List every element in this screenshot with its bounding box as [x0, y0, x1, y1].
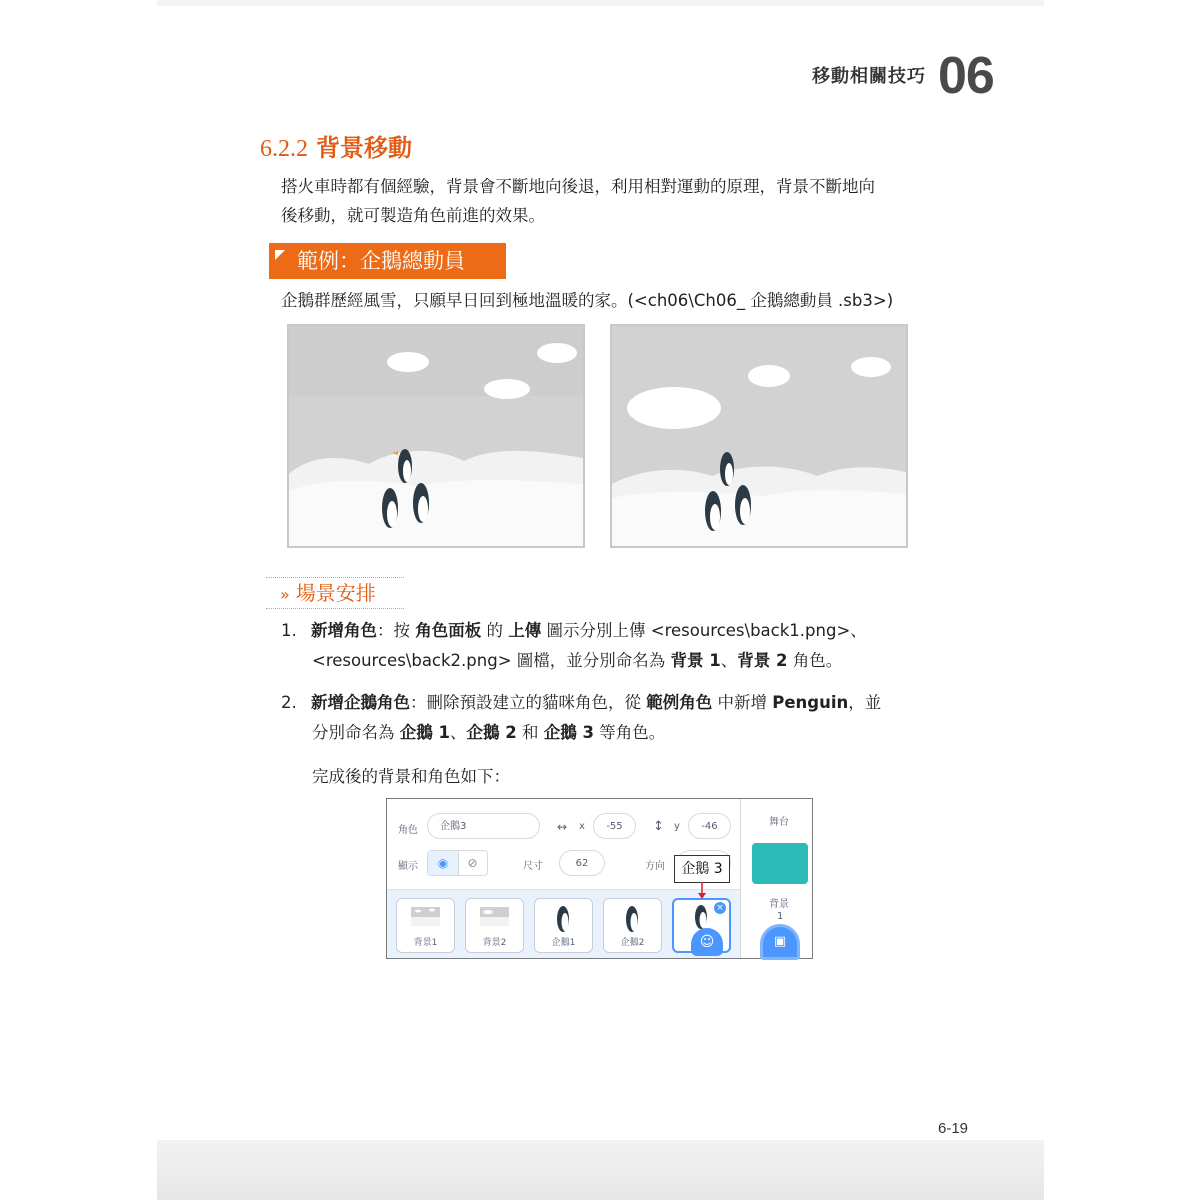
page-margin: [0, 0, 157, 1200]
step-text: 等角色。: [593, 723, 666, 742]
sprite-thumb-label: 企鵝2: [620, 938, 645, 948]
sprite-thumb-label: 背景2: [482, 938, 507, 948]
sprite-thumb-background-2[interactable]: [465, 898, 524, 953]
choose-backdrop-icon[interactable]: ▣: [760, 924, 800, 960]
size-input[interactable]: 62: [559, 850, 605, 876]
sprite-name-input[interactable]: 企鵝3: [427, 813, 540, 839]
sprite-name-callout: 企鵝 3: [674, 855, 730, 883]
cloud-icon: [484, 379, 530, 399]
x-label: x: [579, 821, 585, 832]
step-keyword: 背景 1: [670, 651, 721, 670]
penguin-icon: [535, 899, 592, 935]
chapter-title: 移動相關技巧: [812, 66, 926, 87]
scene-heading-title: 場景安排: [295, 581, 376, 605]
step-text: <resources\back2.png> 圖檔，並分別命名為: [312, 651, 671, 670]
section-heading: [260, 128, 412, 163]
footer-band: [157, 1140, 1044, 1200]
step-keyword: 角色面板: [415, 621, 482, 640]
penguin-icon: [382, 488, 398, 528]
show-label: 顯示: [398, 861, 418, 872]
step-text: ：按: [377, 621, 416, 640]
penguin-icon: [720, 452, 734, 486]
step-keyword: 企鵝 3: [543, 723, 594, 742]
example-label: 範例：企鵝總動員: [297, 249, 465, 273]
step-keyword: 企鵝 2: [466, 723, 517, 742]
scene-heading: [266, 577, 404, 609]
sprite-list: [387, 889, 741, 959]
section-number: 6.2.2: [260, 136, 308, 162]
section-title: 背景移動: [316, 134, 412, 162]
step-text: 角色。: [787, 651, 843, 670]
step-keyword: 背景 2: [737, 651, 788, 670]
penguin-icon: [735, 485, 751, 525]
intro-paragraph: [281, 172, 875, 230]
sprite-thumb-penguin-2[interactable]: [603, 898, 662, 953]
penguin-icon: [604, 899, 661, 935]
step-keyword: 企鵝 1: [399, 723, 450, 742]
background-thumb-icon: [466, 899, 523, 935]
step-2: [281, 688, 881, 748]
step-text: 中新增: [712, 693, 773, 712]
step-number: 2.: [281, 693, 297, 712]
step-keyword: 範例角色: [646, 693, 713, 712]
step-text: 圖示分別上傳 <resources\back1.png>、: [541, 621, 867, 640]
scene-screenshot-2: [610, 324, 908, 548]
step-text: 、: [720, 651, 738, 670]
cloud-icon: [627, 387, 721, 429]
step-keyword: 上傳: [508, 621, 542, 640]
stage-thumbnail[interactable]: [752, 843, 808, 884]
corner-mark-icon: [275, 250, 285, 260]
backdrop-label: 背景: [769, 899, 789, 910]
chapter-number: 06: [938, 47, 994, 105]
y-label: y: [674, 821, 680, 832]
example-description: 企鵝群歷經風雪，只願早日回到極地溫暖的家。(<ch06\Ch06_ 企鵝總動員 .sb3>): [281, 291, 894, 310]
done-text: 完成後的背景和角色如下：: [312, 767, 510, 786]
intro-line-2: 後移動，就可製造角色前進的效果。: [281, 206, 545, 225]
penguin-icon: [705, 491, 721, 531]
penguin-icon: [413, 483, 429, 523]
step-text: 、: [449, 723, 467, 742]
y-input[interactable]: -46: [688, 813, 731, 839]
horizontal-arrows-icon: ↔: [557, 820, 568, 834]
step-text: ，並: [848, 693, 882, 712]
stage-label: 舞台: [769, 817, 789, 828]
callout-arrow-icon: [696, 882, 708, 900]
top-band: [157, 0, 1044, 6]
step-1: [281, 616, 867, 676]
backdrop-count: 1: [777, 911, 784, 922]
page-number: 6-19: [938, 1120, 969, 1137]
step-keyword: Penguin: [772, 693, 849, 712]
eye-icon[interactable]: ◉: [428, 851, 459, 875]
scene-2-drawing: [612, 326, 906, 546]
choose-sprite-icon[interactable]: ☺: [691, 928, 723, 956]
example-banner: [269, 243, 506, 279]
background-thumb-icon: [397, 899, 454, 935]
step-title: 新增企鵝角色: [311, 693, 410, 712]
intro-line-1: 搭火車時都有個經驗，背景會不斷地向後退，利用相對運動的原理，背景不斷地向: [281, 177, 875, 196]
vertical-arrows-icon: ↕: [653, 819, 664, 834]
visibility-toggle: [427, 850, 488, 876]
size-label: 尺寸: [523, 861, 543, 872]
step-title: 新增角色: [311, 621, 377, 640]
cloud-icon: [851, 357, 891, 377]
scene-screenshot-1: [287, 324, 585, 548]
cloud-icon: [387, 352, 429, 372]
sprite-label: 角色: [398, 825, 418, 836]
scene-1-drawing: [289, 326, 583, 546]
sprite-thumb-penguin-1[interactable]: [534, 898, 593, 953]
sprite-thumb-background-1[interactable]: [396, 898, 455, 953]
step-text: 和: [516, 723, 544, 742]
step-text: 的: [481, 621, 509, 640]
step-number: 1.: [281, 621, 297, 640]
step-text: ：刪除預設建立的貓咪角色，從: [410, 693, 647, 712]
eye-slash-icon[interactable]: ⊘: [467, 856, 478, 870]
cloud-icon: [537, 343, 577, 363]
x-input[interactable]: -55: [593, 813, 636, 839]
double-arrow-icon: »: [280, 585, 290, 604]
direction-label: 方向: [645, 861, 665, 872]
sprite-panel: [386, 798, 813, 959]
delete-sprite-icon[interactable]: ×: [714, 902, 726, 914]
sprite-thumb-label: 企鵝1: [551, 938, 576, 948]
step-text: 分別命名為: [312, 723, 400, 742]
sprite-thumb-label: 背景1: [413, 938, 438, 948]
cloud-icon: [748, 365, 790, 387]
